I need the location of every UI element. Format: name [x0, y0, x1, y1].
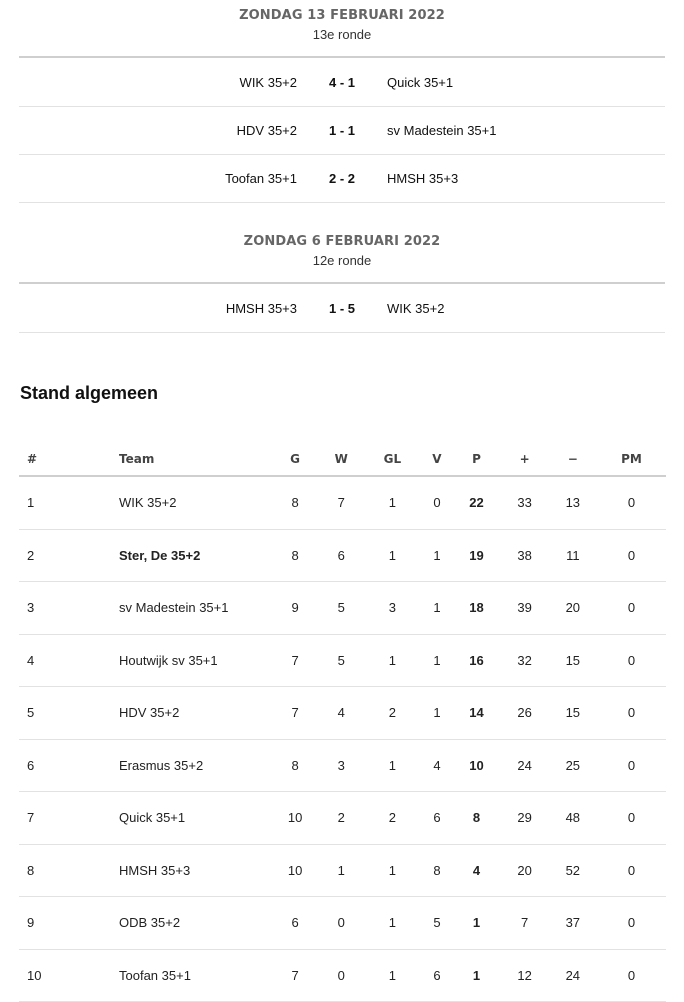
- table-row[interactable]: [19, 792, 666, 845]
- round-header-13: [0, 8, 684, 42]
- cell-points: 1: [452, 897, 500, 950]
- match-score: 2 - 2: [328, 171, 355, 186]
- cell-played: 10: [271, 844, 319, 897]
- cell-lost: 1: [421, 582, 452, 635]
- cell-draw: 1: [363, 529, 421, 582]
- cell-goals-against: 13: [549, 476, 597, 529]
- cell-team[interactable]: Erasmus 35+2: [119, 739, 271, 792]
- cell-draw: 1: [363, 634, 421, 687]
- cell-position: 3: [19, 582, 119, 635]
- round-name: 12e ronde: [312, 253, 372, 268]
- cell-position: 9: [19, 897, 119, 950]
- cell-draw: 3: [363, 582, 421, 635]
- match-score: 1 - 5: [328, 301, 355, 316]
- cell-goals-for: 24: [501, 739, 549, 792]
- col-header-points[interactable]: P: [452, 443, 500, 476]
- cell-played: 8: [271, 476, 319, 529]
- cell-team[interactable]: Toofan 35+1: [119, 949, 271, 1002]
- col-header-goals-against[interactable]: −: [549, 443, 597, 476]
- cell-points: 4: [452, 844, 500, 897]
- away-team: Quick 35+1: [387, 75, 454, 90]
- cell-draw: 1: [363, 897, 421, 950]
- cell-goals-against: 24: [549, 949, 597, 1002]
- cell-played: 7: [271, 634, 319, 687]
- col-header-goals-for[interactable]: +: [501, 443, 549, 476]
- cell-penalty-points: 0: [597, 476, 666, 529]
- table-row[interactable]: [19, 949, 666, 1002]
- col-header-penalty-points[interactable]: PM: [597, 443, 666, 476]
- cell-played: 6: [271, 897, 319, 950]
- cell-position: 4: [19, 634, 119, 687]
- cell-goals-for: 29: [501, 792, 549, 845]
- table-row[interactable]: [19, 687, 666, 740]
- cell-won: 5: [319, 582, 363, 635]
- cell-position: 2: [19, 529, 119, 582]
- cell-lost: 1: [421, 634, 452, 687]
- round-date: ZONDAG 6 FEBRUARI 2022: [243, 234, 441, 249]
- cell-penalty-points: 0: [597, 739, 666, 792]
- table-row[interactable]: [19, 739, 666, 792]
- col-header-team[interactable]: Team: [119, 443, 271, 476]
- cell-goals-against: 15: [549, 687, 597, 740]
- col-header-lost[interactable]: V: [421, 443, 452, 476]
- standings-table: [19, 443, 666, 1002]
- col-header-played[interactable]: G: [271, 443, 319, 476]
- cell-draw: 1: [363, 739, 421, 792]
- table-row[interactable]: [19, 897, 666, 950]
- cell-goals-against: 25: [549, 739, 597, 792]
- cell-points: 18: [452, 582, 500, 635]
- cell-goals-against: 11: [549, 529, 597, 582]
- cell-won: 4: [319, 687, 363, 740]
- cell-goals-for: 20: [501, 844, 549, 897]
- home-team: HDV 35+2: [236, 123, 297, 138]
- cell-points: 16: [452, 634, 500, 687]
- match-score: 4 - 1: [328, 75, 355, 90]
- away-team: WIK 35+2: [387, 301, 445, 316]
- cell-goals-for: 26: [501, 687, 549, 740]
- cell-won: 7: [319, 476, 363, 529]
- cell-played: 7: [271, 687, 319, 740]
- match-score: 1 - 1: [328, 123, 355, 138]
- table-row[interactable]: [19, 634, 666, 687]
- cell-team[interactable]: HMSH 35+3: [119, 844, 271, 897]
- cell-team[interactable]: sv Madestein 35+1: [119, 582, 271, 635]
- cell-draw: 2: [363, 792, 421, 845]
- cell-goals-against: 37: [549, 897, 597, 950]
- cell-position: 7: [19, 792, 119, 845]
- cell-won: 3: [319, 739, 363, 792]
- cell-draw: 2: [363, 687, 421, 740]
- cell-draw: 1: [363, 476, 421, 529]
- cell-points: 22: [452, 476, 500, 529]
- cell-lost: 4: [421, 739, 452, 792]
- cell-position: 1: [19, 476, 119, 529]
- cell-team[interactable]: HDV 35+2: [119, 687, 271, 740]
- match-row[interactable]: [19, 58, 665, 107]
- cell-goals-against: 20: [549, 582, 597, 635]
- cell-penalty-points: 0: [597, 949, 666, 1002]
- cell-played: 8: [271, 739, 319, 792]
- cell-won: 0: [319, 897, 363, 950]
- cell-won: 5: [319, 634, 363, 687]
- cell-penalty-points: 0: [597, 582, 666, 635]
- round-header-12: [0, 234, 684, 268]
- cell-penalty-points: 0: [597, 687, 666, 740]
- col-header-draw[interactable]: GL: [363, 443, 421, 476]
- home-team: Toofan 35+1: [225, 171, 297, 186]
- cell-won: 1: [319, 844, 363, 897]
- cell-points: 8: [452, 792, 500, 845]
- cell-team[interactable]: Ster, De 35+2: [119, 529, 271, 582]
- cell-draw: 1: [363, 844, 421, 897]
- cell-position: 6: [19, 739, 119, 792]
- cell-points: 14: [452, 687, 500, 740]
- cell-points: 19: [452, 529, 500, 582]
- standings-header-row: [19, 443, 666, 476]
- cell-team[interactable]: WIK 35+2: [119, 476, 271, 529]
- cell-played: 10: [271, 792, 319, 845]
- cell-position: 8: [19, 844, 119, 897]
- cell-lost: 6: [421, 949, 452, 1002]
- table-row[interactable]: [19, 844, 666, 897]
- cell-lost: 1: [421, 529, 452, 582]
- cell-goals-for: 33: [501, 476, 549, 529]
- cell-lost: 1: [421, 687, 452, 740]
- cell-goals-for: 38: [501, 529, 549, 582]
- col-header-won[interactable]: W: [319, 443, 363, 476]
- table-row[interactable]: [19, 582, 666, 635]
- cell-draw: 1: [363, 949, 421, 1002]
- cell-points: 10: [452, 739, 500, 792]
- cell-penalty-points: 0: [597, 529, 666, 582]
- match-row[interactable]: [19, 106, 665, 155]
- cell-goals-against: 48: [549, 792, 597, 845]
- cell-position: 5: [19, 687, 119, 740]
- away-team: sv Madestein 35+1: [387, 123, 497, 138]
- table-row[interactable]: [19, 529, 666, 582]
- cell-penalty-points: 0: [597, 844, 666, 897]
- cell-played: 8: [271, 529, 319, 582]
- cell-penalty-points: 0: [597, 792, 666, 845]
- cell-goals-against: 15: [549, 634, 597, 687]
- cell-position: 10: [19, 949, 119, 1002]
- match-row[interactable]: [19, 284, 665, 333]
- home-team: WIK 35+2: [239, 75, 297, 90]
- col-header-position[interactable]: #: [19, 443, 119, 476]
- cell-goals-for: 12: [501, 949, 549, 1002]
- cell-points: 1: [452, 949, 500, 1002]
- standings-body: [19, 476, 666, 1002]
- cell-won: 6: [319, 529, 363, 582]
- away-team: HMSH 35+3: [387, 171, 459, 186]
- home-team: HMSH 35+3: [225, 301, 297, 316]
- cell-lost: 0: [421, 476, 452, 529]
- cell-goals-for: 32: [501, 634, 549, 687]
- standings-title: Stand algemeen: [20, 383, 159, 403]
- cell-goals-for: 39: [501, 582, 549, 635]
- cell-played: 7: [271, 949, 319, 1002]
- cell-goals-against: 52: [549, 844, 597, 897]
- table-row[interactable]: [19, 476, 666, 529]
- cell-won: 2: [319, 792, 363, 845]
- round-name: 13e ronde: [312, 27, 372, 42]
- cell-played: 9: [271, 582, 319, 635]
- cell-team[interactable]: ODB 35+2: [119, 897, 271, 950]
- round-date: ZONDAG 13 FEBRUARI 2022: [239, 8, 445, 23]
- cell-lost: 6: [421, 792, 452, 845]
- cell-won: 0: [319, 949, 363, 1002]
- cell-lost: 5: [421, 897, 452, 950]
- cell-penalty-points: 0: [597, 634, 666, 687]
- cell-goals-for: 7: [501, 897, 549, 950]
- cell-lost: 8: [421, 844, 452, 897]
- cell-team[interactable]: Quick 35+1: [119, 792, 271, 845]
- cell-penalty-points: 0: [597, 897, 666, 950]
- cell-team[interactable]: Houtwijk sv 35+1: [119, 634, 271, 687]
- match-row[interactable]: [19, 154, 665, 203]
